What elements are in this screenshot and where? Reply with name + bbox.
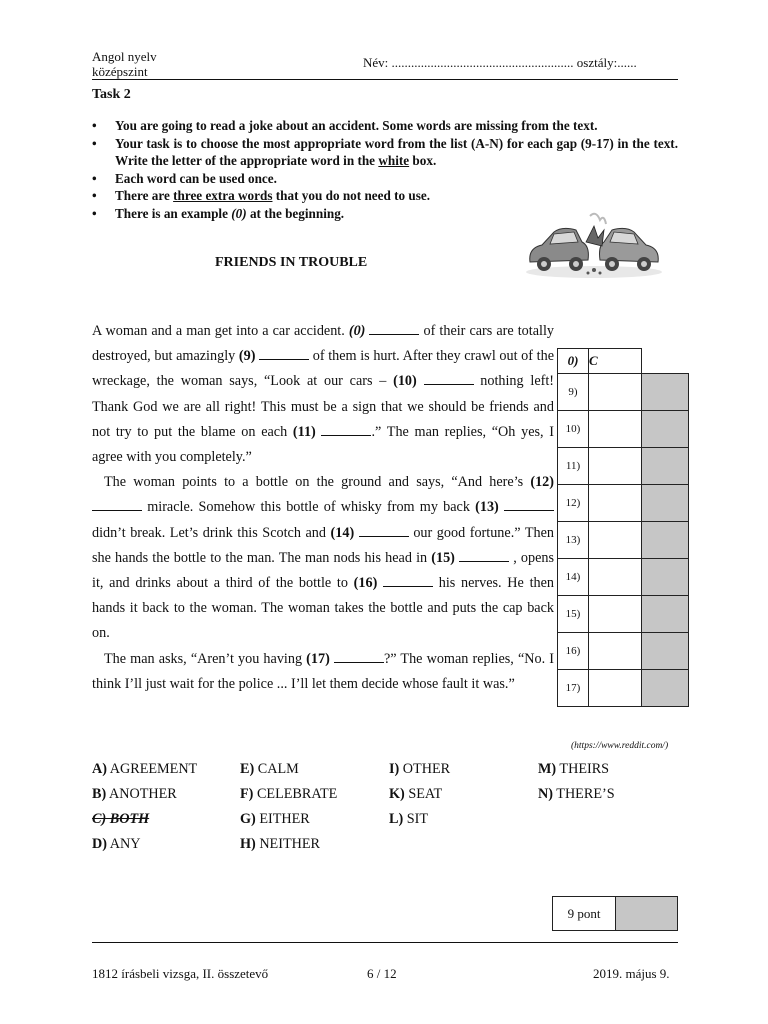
gap-number: (15): [431, 549, 455, 566]
header-subject: [92, 49, 157, 79]
word-option: E) CALM: [240, 761, 299, 777]
answer-grey-box: [642, 559, 689, 596]
answer-grey-box: [642, 411, 689, 448]
answer-row: [558, 559, 689, 596]
blank-gap: [424, 372, 474, 385]
answer-row-label: 16): [558, 633, 589, 670]
blank-gap: [359, 524, 409, 537]
word-option: B) ANOTHER: [92, 786, 177, 802]
answer-grey-box: [642, 596, 689, 633]
gap-number: (17): [306, 650, 330, 667]
instruction-item: • Your task is to choose the most appropriate word from the list (A-N) for each gap (9-17) in the text. Write the letter of the appropriate word in the white box.: [92, 135, 678, 170]
answer-grey-box: [642, 633, 689, 670]
answer-row: [558, 374, 689, 411]
answer-row-label: 12): [558, 485, 589, 522]
answer-white-box[interactable]: [589, 522, 642, 559]
answer-white-box[interactable]: [589, 670, 642, 707]
blank-gap: [334, 650, 384, 663]
answer-row: [558, 411, 689, 448]
score-box: [552, 896, 678, 931]
answer-white-box[interactable]: [589, 374, 642, 411]
answer-row-label: 10): [558, 411, 589, 448]
story-text: [92, 319, 554, 697]
score-field[interactable]: [616, 897, 678, 931]
word-option: K) SEAT: [389, 786, 443, 802]
answer-row-label: 14): [558, 559, 589, 596]
blank-gap: [259, 347, 309, 360]
footer-exam-id: 1812 írásbeli vizsga, II. összetevő: [92, 966, 269, 981]
answer-row: [558, 485, 689, 522]
blank-gap: [369, 322, 419, 335]
word-option: N) THERE’S: [538, 786, 615, 802]
answer-row: [558, 522, 689, 559]
blank-gap: [321, 423, 371, 436]
answer-white-box[interactable]: [589, 633, 642, 670]
footer-date: 2019. május 9.: [593, 966, 670, 981]
blank-gap: [459, 549, 509, 562]
gap-number: (10): [393, 373, 417, 390]
story-title: FRIENDS IN TROUBLE: [215, 255, 368, 270]
answer-row: [558, 633, 689, 670]
word-option: A) AGREEMENT: [92, 761, 198, 777]
instruction-item: • There is an example (0) at the beginning.: [92, 205, 678, 223]
answer-white-box[interactable]: [589, 448, 642, 485]
score-label: 9 pont: [553, 897, 616, 931]
instruction-item: • You are going to read a joke about an accident. Some words are missing from the text.: [92, 117, 678, 135]
answer-grey-box: [642, 485, 689, 522]
word-option: G) EITHER: [240, 811, 310, 827]
answer-grey-box: [642, 522, 689, 559]
answer-grey-box: [642, 374, 689, 411]
word-option: L) SIT: [389, 811, 429, 827]
answer-row-label: 13): [558, 522, 589, 559]
instruction-item: • Each word can be used once.: [92, 170, 678, 188]
header-divider: [92, 79, 678, 80]
answer-row: [558, 596, 689, 633]
gap-number: (14): [330, 524, 355, 541]
gap-number: (12): [530, 474, 554, 491]
answer-row-label: 11): [558, 448, 589, 485]
answer-grey-box: [642, 670, 689, 707]
header-subject-line2: középszint: [92, 64, 148, 79]
word-option: D) ANY: [92, 836, 141, 852]
word-option: H) NEITHER: [240, 836, 320, 852]
gap-number: (9): [238, 348, 256, 365]
answer-example-label: 0): [558, 349, 589, 374]
answer-grid: [557, 348, 689, 707]
answer-example-row: [558, 349, 689, 374]
answer-white-box[interactable]: [589, 485, 642, 522]
story-paragraph: The man asks, “Aren’t you having (17) ?” The woman replies, “No. I think I’ll just wait for the police ... I’ll let them decide whose fault it was.”: [92, 650, 554, 692]
answer-example-value: C: [589, 349, 642, 374]
gap-number: (11): [292, 423, 316, 440]
answer-row: [558, 670, 689, 707]
gap-number: (0): [348, 323, 366, 339]
source-citation: (https://www.reddit.com/): [571, 741, 669, 751]
gap-number: (13): [475, 499, 499, 516]
footer-page-number: 6 / 12: [367, 966, 397, 981]
answer-row-label: 15): [558, 596, 589, 633]
word-option: I) OTHER: [389, 761, 451, 777]
task-title: Task 2: [92, 87, 131, 102]
header-name-field: Név: ........................................................ osztály:......: [363, 55, 637, 70]
answer-white-box[interactable]: [589, 411, 642, 448]
story-paragraph: A woman and a man get into a car accident. (0) of their cars are totally destroyed, but amazingly (9) of them is hurt. After they crawl out of the wreckage, the woman says, “Look at our cars – (10) nothing left! Thank God we are all right! This must be a sign that we should be friends and not try to put the blame on each (11) .” The man replies, “Oh yes, I agree with you completely.”: [92, 323, 555, 466]
answer-row-label: 9): [558, 374, 589, 411]
answer-row-label: 17): [558, 670, 589, 707]
blank-gap: [383, 574, 433, 587]
answer-white-box[interactable]: [589, 559, 642, 596]
instruction-item: • There are three extra words that you do not need to use.: [92, 187, 678, 205]
answer-example-spacer: [642, 349, 689, 374]
blank-gap: [504, 498, 554, 511]
answer-row: [558, 448, 689, 485]
word-option: C) BOTH: [92, 811, 150, 827]
word-option: M) THEIRS: [538, 761, 610, 777]
car-crash-illustration: [524, 212, 664, 282]
blank-gap: [92, 498, 142, 511]
gap-number: (16): [353, 575, 378, 592]
answer-white-box[interactable]: [589, 596, 642, 633]
instructions-list: [92, 117, 678, 222]
story-paragraph: The woman points to a bottle on the ground and says, “And here’s (12) miracle. Somehow this bottle of whisky from my back (13) didn’t break. Let’s drink this Scotch and (14) our good fortune.” Then she hands the bottle to the man. The man nods his head in (15) , opens it, and drinks about a third of the bottle to (16) his nerves. He then hands it back to the woman. The woman takes the bottle and puts the cap back on.: [92, 474, 554, 642]
word-option: F) CELEBRATE: [240, 786, 338, 802]
answer-grey-box: [642, 448, 689, 485]
header-subject-line1: Angol nyelv: [92, 49, 157, 64]
footer-divider: [92, 942, 678, 943]
